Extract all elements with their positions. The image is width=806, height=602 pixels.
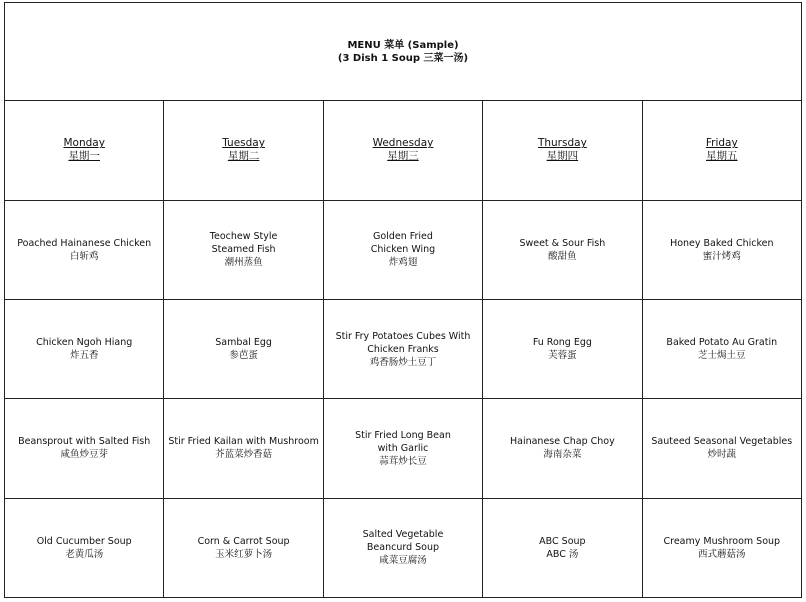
day-header-row <box>5 101 802 200</box>
dish-cell-thursday <box>483 498 642 597</box>
dish-name-zh: 咸鱼炒豆芽 <box>60 449 108 461</box>
dish-name-zh: 老黄瓜汤 <box>65 548 104 560</box>
menu-title: MENU 菜单 (Sample) <box>347 39 459 51</box>
dish-name-en: Hainanese Chap Choy <box>509 436 615 448</box>
dish-name-zh: ABC 汤 <box>546 548 579 560</box>
dish-cell-friday <box>642 399 801 498</box>
dish-name-en: Beansprout with Salted Fish <box>18 436 151 448</box>
dish-cell-tuesday <box>164 299 323 398</box>
dish-name-en: Stir Fry Potatoes Cubes With <box>335 330 471 342</box>
dish-name-en: Creamy Mushroom Soup <box>663 535 781 547</box>
dish-name-en: Sauteed Seasonal Vegetables <box>651 436 793 448</box>
dish-name-en: Beancurd Soup <box>366 542 440 554</box>
dish-name-en: Chicken Wing <box>370 244 436 256</box>
day-header-monday <box>5 101 164 200</box>
menu-table <box>4 2 802 598</box>
dish-name-zh: 蒜茸炒长豆 <box>379 455 427 467</box>
dish-name-zh: 西式蘑菇汤 <box>698 548 746 560</box>
dish-cell-friday <box>642 200 801 299</box>
dish-name-en: Sweet & Sour Fish <box>519 237 606 249</box>
dish-row <box>5 399 802 498</box>
dish-name-en: ABC Soup <box>539 535 586 547</box>
dish-name-zh: 芝士焗土豆 <box>698 350 746 362</box>
dish-name-zh: 玉米红萝卜汤 <box>215 548 273 560</box>
day-name-en: Thursday <box>537 137 587 150</box>
dish-name-zh: 参芭蛋 <box>229 350 258 362</box>
menu-title-cell <box>5 3 802 101</box>
dish-cell-tuesday <box>164 200 323 299</box>
dish-name-en: Stir Fried Long Bean <box>355 429 451 441</box>
dish-rows <box>5 200 802 597</box>
dish-name-zh: 芙蓉蛋 <box>548 350 577 362</box>
dish-cell-tuesday <box>164 399 323 498</box>
day-name-en: Wednesday <box>372 137 434 150</box>
day-name-en: Friday <box>705 137 738 150</box>
dish-name-en: Poached Hainanese Chicken <box>17 237 152 249</box>
dish-cell-thursday <box>483 399 642 498</box>
day-header-wednesday <box>323 101 482 200</box>
dish-name-en: with Garlic <box>377 442 429 454</box>
day-name-zh: 星期四 <box>546 150 579 163</box>
dish-row <box>5 299 802 398</box>
dish-name-zh: 酸甜鱼 <box>548 250 577 262</box>
dish-name-zh: 潮州蒸鱼 <box>224 257 263 269</box>
dish-cell-monday <box>5 498 164 597</box>
dish-cell-monday <box>5 200 164 299</box>
dish-name-zh: 炸鸡翅 <box>388 257 418 269</box>
day-name-zh: 星期五 <box>706 150 738 163</box>
day-name-zh: 星期一 <box>68 150 100 163</box>
dish-name-en: Teochew Style <box>209 231 278 243</box>
dish-name-en: Chicken Ngoh Hiang <box>36 337 133 349</box>
dish-row <box>5 200 802 299</box>
dish-cell-wednesday <box>323 299 482 398</box>
title-row <box>5 3 802 101</box>
dish-name-en: Steamed Fish <box>211 244 276 256</box>
dish-name-en: Golden Fried <box>373 231 433 243</box>
day-header-thursday <box>483 101 642 200</box>
day-name-zh: 星期三 <box>387 150 419 163</box>
dish-name-zh: 炸五香 <box>69 350 99 362</box>
dish-cell-friday <box>642 498 801 597</box>
day-name-en: Monday <box>63 137 105 150</box>
dish-row <box>5 498 802 597</box>
dish-cell-wednesday <box>323 399 482 498</box>
day-name-en: Tuesday <box>222 137 265 150</box>
dish-name-en: Chicken Franks <box>367 343 439 355</box>
dish-name-en: Old Cucumber Soup <box>36 535 132 547</box>
dish-cell-thursday <box>483 200 642 299</box>
dish-name-zh: 白斩鸡 <box>69 250 99 262</box>
day-name-zh: 星期二 <box>227 150 260 163</box>
dish-name-en: Corn & Carrot Soup <box>197 535 290 547</box>
dish-name-zh: 蜜汁烤鸡 <box>702 250 741 262</box>
dish-name-en: Baked Potato Au Gratin <box>666 337 778 349</box>
dish-cell-monday <box>5 399 164 498</box>
dish-cell-monday <box>5 299 164 398</box>
menu-subtitle: (3 Dish 1 Soup 三菜一汤) <box>337 52 469 64</box>
dish-name-zh: 海南杂菜 <box>543 449 582 461</box>
dish-name-zh: 咸菜豆腐汤 <box>379 555 427 567</box>
dish-cell-wednesday <box>323 200 482 299</box>
dish-name-en: Sambal Egg <box>215 337 272 349</box>
dish-name-en: Honey Baked Chicken <box>670 237 774 249</box>
dish-name-en: Fu Rong Egg <box>532 337 592 349</box>
dish-cell-thursday <box>483 299 642 398</box>
dish-name-zh: 鸡香肠炒土豆丁 <box>369 356 437 368</box>
dish-cell-wednesday <box>323 498 482 597</box>
dish-name-en: Stir Fried Kailan with Mushroom <box>168 436 319 448</box>
dish-cell-tuesday <box>164 498 323 597</box>
dish-cell-friday <box>642 299 801 398</box>
day-header-friday <box>642 101 801 200</box>
day-header-tuesday <box>164 101 323 200</box>
dish-name-zh: 芥蓝菜炒香菇 <box>215 449 273 461</box>
dish-name-en: Salted Vegetable <box>362 529 444 541</box>
dish-name-zh: 炒时蔬 <box>707 449 737 461</box>
